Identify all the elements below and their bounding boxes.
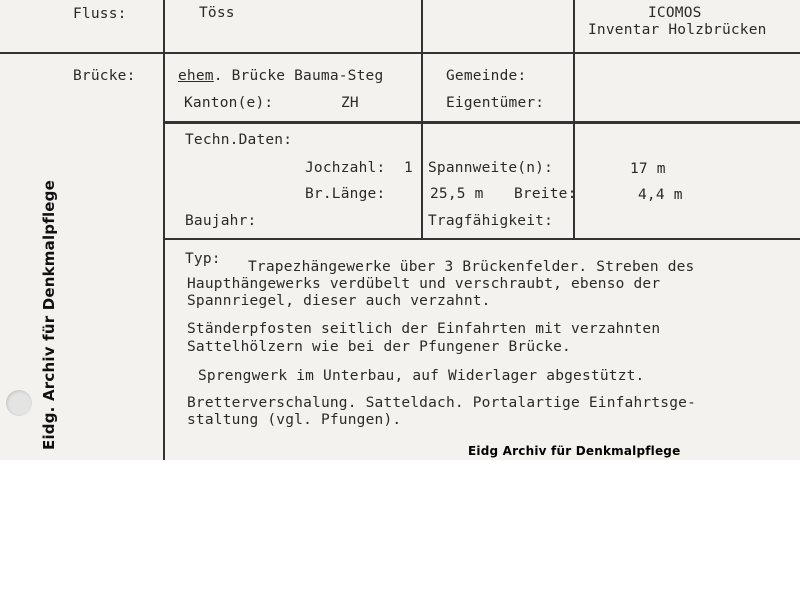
typ-line: Sprengwerk im Unterbau, auf Widerlager abgestützt.: [198, 368, 645, 384]
typ-line: Haupthängewerks verdübelt und verschraubt, ebenso der: [187, 276, 661, 292]
org-name: ICOMOS: [648, 5, 702, 21]
baujahr-label: Baujahr:: [185, 213, 257, 229]
spannweite-value: 17 m: [630, 161, 666, 177]
divider-right-column: [573, 0, 575, 240]
divider-bridge-row: [163, 121, 800, 124]
fluss-value: Töss: [199, 5, 235, 21]
laenge-value: 25,5 m: [430, 186, 484, 202]
tragfaehigkeit-label: Tragfähigkeit:: [428, 213, 554, 229]
divider-tech-row: [163, 238, 800, 240]
breite-value: 4,4 m: [638, 187, 683, 203]
breite-label: Breite:: [514, 186, 577, 202]
punch-hole: [6, 390, 32, 416]
typ-line: Bretterverschalung. Satteldach. Portalartige Einfahrtsge-: [187, 395, 696, 411]
fluss-label: Fluss:: [73, 6, 127, 22]
jochzahl-label: Jochzahl:: [305, 160, 386, 176]
spannweite-label: Spannweite(n):: [428, 160, 554, 176]
typ-label: Typ:: [185, 251, 221, 267]
kanton-label: Kanton(e):: [184, 95, 274, 111]
gemeinde-label: Gemeinde:: [446, 68, 527, 84]
bridge-name-rest: . Brücke Bauma-Steg: [213, 68, 384, 84]
divider-left-column: [163, 0, 165, 460]
typ-line: staltung (vgl. Pfungen).: [187, 412, 402, 428]
typ-line: Ständerpfosten seitlich der Einfahrten mit verzahnten: [187, 321, 661, 337]
org-subtitle: Inventar Holzbrücken: [588, 22, 767, 38]
archive-stamp: Eidg. Archiv für Denkmalpflege: [40, 180, 58, 450]
typ-line: Sattelhölzern wie bei der Pfungener Brücke.: [187, 339, 571, 355]
kanton-value: ZH: [341, 95, 359, 111]
divider-header: [0, 52, 800, 54]
tech-heading: Techn.Daten:: [185, 132, 293, 148]
typ-line: Trapezhängewerke über 3 Brückenfelder. Streben des: [248, 259, 695, 275]
bruecke-label: Brücke:: [73, 68, 136, 84]
bridge-name-prefix: ehem: [178, 68, 214, 84]
divider-mid-column: [421, 0, 423, 240]
jochzahl-value: 1: [404, 160, 413, 176]
laenge-label: Br.Länge:: [305, 186, 386, 202]
bridge-name: [178, 68, 383, 84]
archive-caption: Eidg Archiv für Denkmalpflege: [468, 444, 681, 458]
typ-line: Spannriegel, dieser auch verzahnt.: [187, 293, 491, 309]
eigentuemer-label: Eigentümer:: [446, 95, 545, 111]
